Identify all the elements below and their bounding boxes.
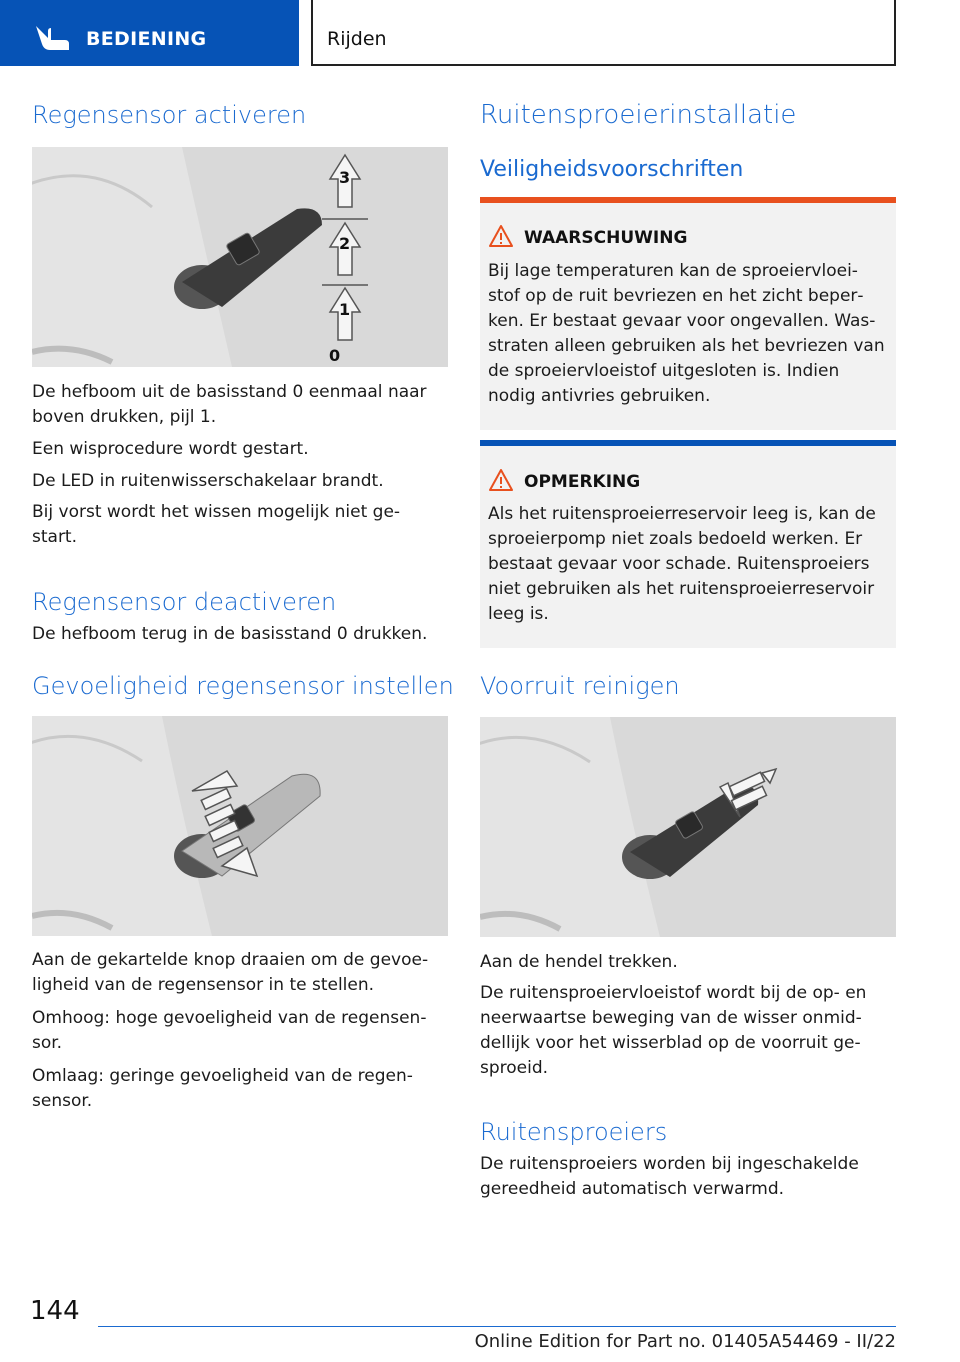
paragraph: De hefboom uit de basisstand 0 eenmaal naar boven drukken, pijl 1. xyxy=(32,382,427,427)
paragraph: Omlaag: geringe gevoeligheid van de regen‐ sensor. xyxy=(32,1066,413,1111)
footer-edition: Online Edition for Part no. 01405A54469 - II/22 xyxy=(474,1331,896,1352)
figure-label-0: 0 xyxy=(329,346,341,365)
paragraph: Bij vorst wordt het wissen mogelijk niet ge‐ start. xyxy=(32,502,401,547)
warning-box xyxy=(480,197,896,430)
page-number: 144 xyxy=(30,1296,80,1326)
warning-title: WAARSCHUWING xyxy=(524,228,688,248)
paragraph: De ruitensproeiervloeistof wordt bij de op- en neerwaartse beweging van de wisser onmid‐ dellijk voor het wisserblad op de voorruit ge‐ sproeid. xyxy=(480,983,867,1078)
paragraph: De LED in ruitenwisserschakelaar brandt. xyxy=(32,471,384,491)
footer-divider xyxy=(98,1326,896,1327)
pointing-hand-icon xyxy=(34,22,70,52)
figure-rain-sensor-activate xyxy=(32,147,448,367)
figure-label-1: 1 xyxy=(339,300,351,319)
heading-windshield: Voorruit reinigen xyxy=(480,672,680,700)
note-bar xyxy=(480,440,896,446)
figure-label-3: 3 xyxy=(339,168,351,187)
heading-rain-sensor-off: Regensensor deactiveren xyxy=(32,588,337,616)
paragraph: De ruitensproeiers worden bij ingeschakelde gereedheid automatisch verwarmd. xyxy=(480,1154,859,1199)
paragraph: Aan de gekartelde knop draaien om de gevoe‐ ligheid van de regensensor in te stellen. xyxy=(32,950,429,995)
figure-label-2: 2 xyxy=(339,234,351,253)
note-triangle-icon xyxy=(488,468,514,492)
heading-rain-sensor-on: Regensensor activeren xyxy=(32,101,307,129)
paragraph: Aan de hendel trekken. xyxy=(480,952,678,972)
heading-sensitivity: Gevoeligheid regensensor instellen xyxy=(32,672,454,700)
section-label: BEDIENING xyxy=(86,28,207,50)
paragraph: Een wisprocedure wordt gestart. xyxy=(32,439,309,459)
note-title: OPMERKING xyxy=(524,472,641,492)
warning-bar xyxy=(480,197,896,203)
warning-text: Bij lage temperaturen kan de sproeiervloei‐ stof op de ruit bevriezen en het zicht beper‐ ken. Er bestaat gevaar voor ongevallen. Was‐ straten alleen gebruiken als het bevriezen van de sproeiervloeistof uitgesloten is. Indien nodig antivries gebruiken. xyxy=(488,261,885,406)
heading-washer-system: Ruitensproeierinstallatie xyxy=(480,100,797,130)
chapter-label: Rijden xyxy=(327,28,387,50)
warning-triangle-icon xyxy=(488,224,514,248)
note-box xyxy=(480,440,896,648)
paragraph: De hefboom terug in de basisstand 0 drukken. xyxy=(32,624,428,644)
subheading-safety: Veiligheidsvoorschriften xyxy=(480,157,744,182)
figure-sensitivity xyxy=(32,716,448,936)
note-text: Als het ruitensproeierreservoir leeg is, kan de sproeierpomp niet zoals bedoeld werken. Er bestaat gevaar voor schade. Ruitensproeiers niet gebruiken als het ruitensproeierreservoir leeg is. xyxy=(488,504,876,624)
paragraph: Omhoog: hoge gevoeligheid van de regensen‐ sor. xyxy=(32,1008,427,1053)
heading-sprayers: Ruitensproeiers xyxy=(480,1118,668,1146)
section-tab[interactable] xyxy=(0,0,299,66)
chapter-header xyxy=(311,0,896,66)
figure-windshield xyxy=(480,717,896,937)
